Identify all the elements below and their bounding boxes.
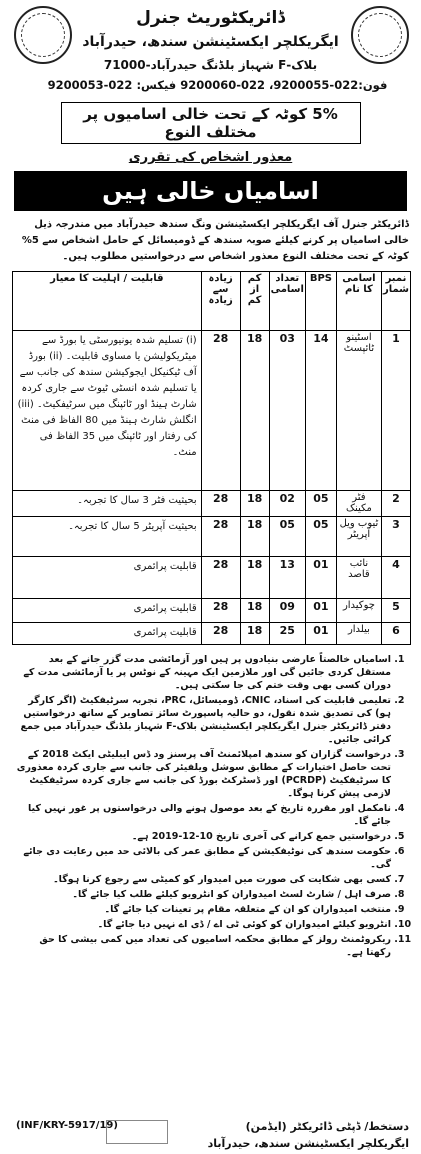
note-item: 8. صرف اہل / شارٹ لسٹ امیدواران کو انٹرویو کیلئے طلب کیا جائے گا۔ — [12, 888, 391, 901]
cell-no: 4 — [381, 557, 410, 599]
col-header-bps: BPS — [305, 272, 336, 331]
sindh-government-seal-icon — [14, 6, 72, 64]
cell-count: 05 — [269, 517, 305, 557]
agriculture-department-logo-icon — [351, 6, 409, 64]
table-header-row — [13, 272, 411, 331]
vacancies-banner: اسامیاں خالی ہیں — [14, 171, 407, 211]
col-header-post: اسامی کا نام — [336, 272, 381, 331]
vacancies-table — [12, 271, 411, 645]
cell-max-age: 28 — [201, 491, 240, 517]
cell-bps: 01 — [305, 599, 336, 623]
col-header-min-age: کم از کم — [240, 272, 269, 331]
cell-qualification: قابلیت پرائمری — [13, 599, 202, 623]
cell-bps: 01 — [305, 623, 336, 645]
cell-count: 25 — [269, 623, 305, 645]
reference-number: (INF/KRY-5917/19) — [16, 1120, 118, 1131]
col-header-qualification: قابلیت / اہلیت کا معیار — [13, 272, 202, 331]
cell-qualification: قابلیت پرائمری — [13, 623, 202, 645]
cell-qualification: (i) تسلیم شدہ یونیورسٹی یا بورڈ سے میٹریکولیشن یا مساوی قابلیت۔ (ii) بورڈ آف ٹیکنیکل ایجوکیشن سندھ کی جانب سے یا تسلیم شدہ انسٹی ٹیوٹ سے جاری کردہ شارٹ ہینڈ اور ٹائپنگ میں سرٹیفکیٹ۔ (iii) انگلش شارٹ ہینڈ میں 80 الفاظ فی منٹ کی رفتار اور ٹائپنگ میں 35 الفاظ فی منٹ۔ — [13, 331, 202, 491]
cell-count: 02 — [269, 491, 305, 517]
cell-min-age: 18 — [240, 557, 269, 599]
col-header-no: نمبر شمار — [381, 272, 410, 331]
cell-no: 2 — [381, 491, 410, 517]
table-row — [13, 599, 411, 623]
header-title: ڈائریکٹوریٹ جنرل — [136, 8, 285, 28]
table-row — [13, 491, 411, 517]
cell-no: 6 — [381, 623, 410, 645]
cell-min-age: 18 — [240, 599, 269, 623]
note-item: 6. حکومت سندھ کی نوٹیفکیشن کے مطابق عمر کی بالائی حد میں رعایت دی جائے گی۔ — [12, 845, 391, 871]
note-item: 10. انٹرویو کیلئے امیدواران کو کوئی ٹی اے / ڈی اے نہیں دیا جائے گا۔ — [12, 918, 391, 931]
cell-min-age: 18 — [240, 517, 269, 557]
cell-bps: 05 — [305, 491, 336, 517]
quota-heading: 5% کوٹہ کے تحت خالی اسامیوں پر مختلف النوع — [61, 102, 361, 144]
cell-post: نائب قاصد — [336, 557, 381, 599]
cell-bps: 14 — [305, 331, 336, 491]
cell-max-age: 28 — [201, 331, 240, 491]
cell-count: 13 — [269, 557, 305, 599]
cell-max-age: 28 — [201, 623, 240, 645]
signature-office: ایگریکلچر ایکسٹینشن سندھ، حیدرآباد — [207, 1137, 409, 1150]
table-row — [13, 331, 411, 491]
note-item: 5. درخواستیں جمع کرانے کی آخری تاریخ 10-12-2019 ہے۔ — [12, 830, 391, 843]
note-item: 2. تعلیمی قابلیت کی اسناد، CNIC، ڈومیسائل، PRC، تجربہ سرٹیفکیٹ (اگر کارگر ہو) کی تصدیق شدہ نقول، دو حالیہ پاسپورٹ سائز تصاویر کے ساتھ درخواستیں دفتر ڈائریکٹر جنرل ایگریکلچر ایکسٹینشن بلاک-F شہباز بلڈنگ حیدرآباد میں جمع کرائی جائیں۔ — [12, 694, 391, 746]
note-item: 9. منتخب امیدواران کو ان کے متعلقہ مقام پر تعینات کیا جائے گا۔ — [12, 903, 391, 916]
col-header-max-age: زیادہ سے زیادہ — [201, 272, 240, 331]
cell-no: 3 — [381, 517, 410, 557]
footer — [6, 1120, 415, 1150]
header-subtitle: ایگریکلچر ایکسٹینشن سندھ، حیدرآباد — [82, 34, 339, 50]
note-item: 7. کسی بھی شکایت کی صورت میں امیدوار کو کمیٹی سے رجوع کرنا ہوگا۔ — [12, 873, 391, 886]
header-address: بلاک-F شہباز بلڈنگ حیدرآباد-71000 — [103, 58, 318, 72]
note-item: 4. نامکمل اور مقررہ تاریخ کے بعد موصول ہونے والی درخواستوں پر غور نہیں کیا جائے گا۔ — [12, 802, 391, 828]
cell-bps: 05 — [305, 517, 336, 557]
cell-post: ٹیوب ویل آپریٹر — [336, 517, 381, 557]
cell-min-age: 18 — [240, 331, 269, 491]
cell-post: اسٹینو ٹائپسٹ — [336, 331, 381, 491]
cell-max-age: 28 — [201, 599, 240, 623]
cell-no: 5 — [381, 599, 410, 623]
note-item: 11. ریکروٹمنٹ رولز کے مطابق محکمہ اسامیوں کی تعداد میں کمی بیشی کا حق رکھتا ہے۔ — [12, 933, 391, 959]
header-phone: فون:022-9200055، 022-9200060 فیکس: 022-9200053 — [47, 78, 388, 92]
cell-post: چوکیدار — [336, 599, 381, 623]
cell-qualification: بحیثیت فٹر 3 سال کا تجربہ۔ — [13, 491, 202, 517]
table-row — [13, 517, 411, 557]
cell-no: 1 — [381, 331, 410, 491]
cell-count: 09 — [269, 599, 305, 623]
note-item: 1. اسامیاں خالصتاً عارضی بنیادوں پر ہیں اور آزمائشی مدت گزر جانے کے بعد مستقل کردی جائیں گی اور ملازمین ایک مہینہ کے نوٹس پر یا آزمائشی مدت کے دوران کسی بھی وقت ختم کی جا سکتی ہیں۔ — [12, 653, 391, 692]
cell-max-age: 28 — [201, 517, 240, 557]
signature-title: دستخط/ ڈپٹی ڈائریکٹر (ایڈمن) — [245, 1120, 409, 1133]
cell-post: بیلدار — [336, 623, 381, 645]
terms-and-conditions — [6, 653, 415, 959]
intro-paragraph: ڈائریکٹر جنرل آف ایگریکلچر ایکسٹینشن ونگ سندھ حیدرآباد میں مندرجہ ذیل خالی اسامیاں پر کرنے کیلئے صوبہ سندھ کے ڈومیسائل کے حامل اشخاص سے 5% کوٹہ کے تحت مختلف النوع معذور اشخاص سے درخواستیں مطلوب ہیں۔ — [21, 219, 409, 262]
cell-min-age: 18 — [240, 491, 269, 517]
note-item: 3. درخواست گزاران کو سندھ امپلائمنٹ آف پرسنز ود ڈس ایبلیٹی ایکٹ 2018 کے تحت حاصل اختیارات کے مطابق سوشل ویلفیئر کی جانب سے جاری کردہ معذوری کا سرٹیفکیٹ (PCRDP) اور ڈسٹرکٹ بورڈ کی جانب سے جاری کردہ سرٹیفکیٹ لازمی پیش کرنا ہوگا۔ — [12, 748, 391, 800]
cell-min-age: 18 — [240, 623, 269, 645]
cell-qualification: قابلیت پرائمری — [13, 557, 202, 599]
col-header-count: تعداد اسامی — [269, 272, 305, 331]
table-row — [13, 557, 411, 599]
sindh-information-stamp-icon — [106, 1120, 168, 1144]
cell-count: 03 — [269, 331, 305, 491]
cell-qualification: بحیثیت آپریٹر 5 سال کا تجربہ۔ — [13, 517, 202, 557]
cell-max-age: 28 — [201, 557, 240, 599]
quota-subheading: معذور اشخاص کی تقرری — [128, 150, 293, 165]
cell-bps: 01 — [305, 557, 336, 599]
table-row — [13, 623, 411, 645]
cell-post: فٹر مکینک — [336, 491, 381, 517]
